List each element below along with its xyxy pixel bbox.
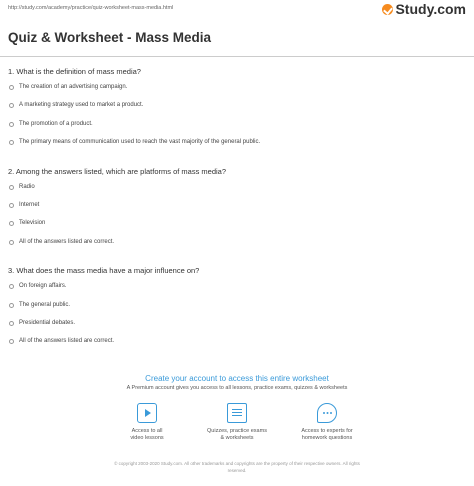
- answer-option[interactable]: [9, 184, 35, 190]
- feature-label: Access to experts for homework questions: [301, 428, 353, 441]
- copyright-footer: © copyright 2003-2020 Study.com. All other trademarks and copyrights are the property of their respective owners. All rights reserved.: [114, 461, 360, 473]
- title-divider: [0, 56, 474, 57]
- radio-button[interactable]: [9, 240, 14, 245]
- radio-button[interactable]: [9, 185, 14, 190]
- feature-label: Quizzes, practice exams & worksheets: [207, 428, 267, 441]
- feature-experts: [267, 403, 387, 442]
- answer-text: A marketing strategy used to market a product.: [19, 102, 144, 108]
- answer-text: The general public.: [19, 302, 71, 308]
- question-3: 3. What does the mass media have a major influence on?: [8, 266, 200, 275]
- radio-button[interactable]: [9, 221, 14, 226]
- radio-button[interactable]: [9, 85, 14, 90]
- radio-button[interactable]: [9, 203, 14, 208]
- answer-text: On foreign affairs.: [19, 283, 67, 289]
- answer-option[interactable]: [9, 102, 143, 108]
- study-logo[interactable]: [382, 1, 466, 17]
- answer-option[interactable]: [9, 220, 45, 226]
- promo-subtitle: A Premium account gives you access to all lessons, practice exams, quizzes & worksheets: [126, 385, 348, 391]
- answer-text: Presidential debates.: [19, 320, 76, 326]
- checkmark-logo-icon: [382, 4, 393, 15]
- answer-option[interactable]: [9, 121, 93, 127]
- feature-label: Access to all video lessons: [130, 428, 164, 441]
- answer-option[interactable]: [9, 239, 114, 245]
- answer-text: Internet: [19, 202, 40, 208]
- answer-text: The primary means of communication used to reach the vast majority of the general public.: [19, 139, 261, 145]
- answer-text: The promotion of a product.: [19, 121, 93, 127]
- answer-option[interactable]: [9, 302, 70, 308]
- answer-text: All of the answers listed are correct.: [19, 239, 115, 245]
- answer-text: Television: [19, 220, 46, 226]
- radio-button[interactable]: [9, 103, 14, 108]
- answer-text: All of the answers listed are correct.: [19, 338, 115, 344]
- logo-text: Study.com: [395, 1, 466, 17]
- quiz-icon: [227, 403, 247, 423]
- radio-button[interactable]: [9, 284, 14, 289]
- radio-button[interactable]: [9, 303, 14, 308]
- answer-option[interactable]: [9, 320, 75, 326]
- answer-option[interactable]: [9, 84, 127, 90]
- answer-option[interactable]: [9, 202, 39, 208]
- page-url: http://study.com/academy/practice/quiz-worksheet-mass-media.html: [8, 5, 174, 11]
- answer-option[interactable]: [9, 338, 114, 344]
- radio-button[interactable]: [9, 122, 14, 127]
- radio-button[interactable]: [9, 140, 14, 145]
- expert-icon: [317, 403, 337, 423]
- radio-button[interactable]: [9, 321, 14, 326]
- question-2: 2. Among the answers listed, which are platforms of mass media?: [8, 167, 227, 176]
- answer-option[interactable]: [9, 283, 67, 289]
- create-account-link[interactable]: Create your account to access this entire worksheet: [145, 374, 329, 383]
- answer-option[interactable]: [9, 139, 260, 145]
- answer-text: The creation of an advertising campaign.: [19, 84, 128, 90]
- answer-text: Radio: [19, 184, 35, 190]
- question-1: 1. What is the definition of mass media?: [8, 67, 141, 76]
- video-icon: [137, 403, 157, 423]
- page-header: [0, 0, 474, 22]
- radio-button[interactable]: [9, 339, 14, 344]
- page-title: Quiz & Worksheet - Mass Media: [8, 30, 212, 45]
